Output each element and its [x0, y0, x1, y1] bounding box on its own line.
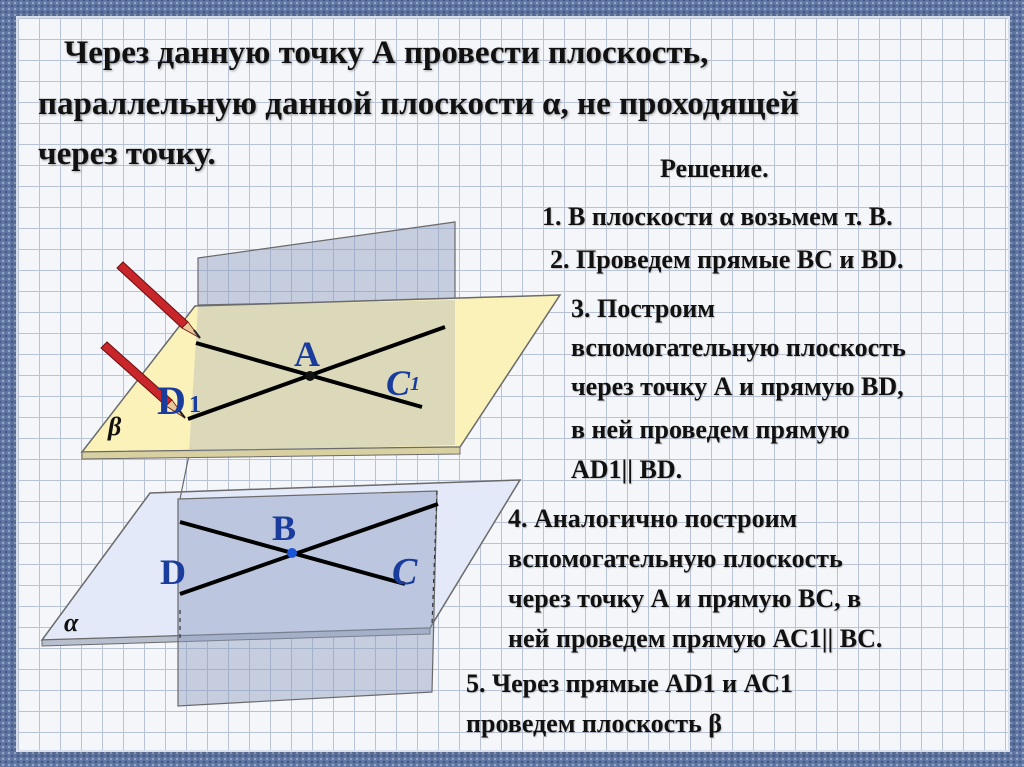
solution-step-1: 1. В плоскости α возьмем т. В.	[542, 202, 893, 231]
solution-step-3-line-1: 3. Построим	[571, 294, 716, 323]
solution-step-5-line-2: проведем плоскость β	[466, 709, 722, 738]
label-d1-subscript: 1	[189, 392, 201, 418]
label-c: C	[392, 551, 418, 593]
solution-step-3-line-2: вспомогательную плоскость	[571, 333, 906, 362]
solution-step-3-line-3: через точку А и прямую ВD,	[571, 372, 904, 401]
solution-step-4-line-1: 4. Аналогично построим	[508, 504, 798, 533]
solution-step-4-line-4: ней проведем прямую АС1|| ВС.	[508, 624, 883, 653]
solution-heading: Решение.	[660, 154, 769, 183]
label-a: A	[294, 334, 320, 374]
solution-step-4-line-2: вспомогательную плоскость	[508, 544, 843, 573]
label-c1-subscript: 1	[410, 373, 420, 395]
label-c1: C	[386, 363, 411, 403]
label-d1: D	[157, 378, 186, 423]
solution-step-3-line-5: АD1|| ВD.	[571, 455, 683, 484]
title-line-1: Через данную точку А провести плоскость,	[64, 35, 709, 71]
point-b	[287, 548, 297, 558]
pencil-icon	[117, 262, 200, 338]
label-d: D	[160, 552, 186, 592]
label-b: B	[272, 508, 297, 548]
solution-step-2: 2. Проведем прямые ВС и ВD.	[550, 245, 904, 274]
label-beta: β	[108, 412, 122, 441]
solution-step-5-line-1: 5. Через прямые АD1 и АС1	[466, 669, 793, 698]
label-alpha: α	[64, 608, 79, 637]
title-line-3: через точку.	[38, 136, 216, 172]
solution-step-3-line-4: в ней проведем прямую	[571, 415, 850, 444]
auxiliary-plane-lower	[178, 491, 437, 706]
solution-step-4-line-3: через точку А и прямую ВС, в	[508, 584, 862, 613]
title-line-2: параллельную данной плоскости α, не проходящей	[38, 86, 799, 122]
